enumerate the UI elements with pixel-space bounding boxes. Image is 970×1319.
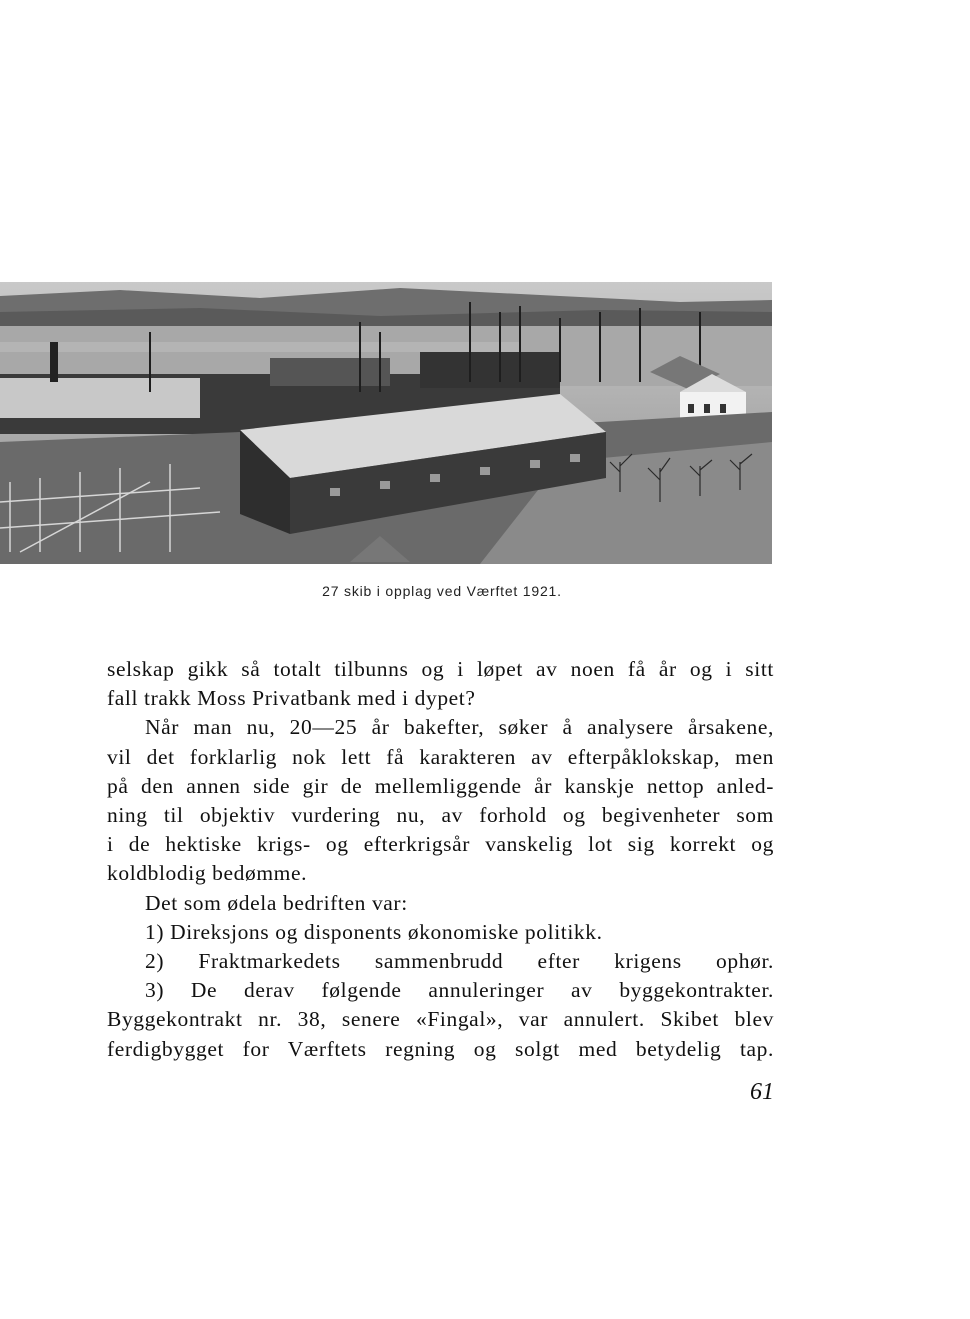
body-line: i de hektiske krigs- og efterkrigsår vanskelig lot sig korrekt og	[107, 832, 774, 857]
harbor-photo-illustration	[0, 282, 772, 564]
body-line: Byggekontrakt nr. 38, senere «Fingal», var annulert. Skibet blev	[107, 1007, 774, 1032]
body-line: Det som ødela bedriften var:	[145, 890, 408, 915]
photo-caption: 27 skib i opplag ved Værftet 1921.	[322, 583, 562, 599]
body-line: ning til objektiv vurdering nu, av forhold og begivenheter som	[107, 803, 774, 828]
body-line: på den annen side gir de mellemliggende år kanskje nettop anled-	[107, 773, 774, 798]
body-text	[107, 655, 774, 1064]
body-line: ferdigbygget for Værftets regning og solgt med betydelig tap.	[107, 1036, 774, 1061]
page-number: 61	[750, 1079, 774, 1105]
body-line: koldblodig bedømme.	[107, 861, 308, 886]
body-line: Når man nu, 20—25 år bakefter, søker å analysere årsakene,	[145, 715, 774, 740]
body-line: fall trakk Moss Privatbank med i dypet?	[107, 686, 476, 711]
list-item: 3) De derav følgende annuleringer av byggekontrakter.	[145, 978, 774, 1003]
harbor-photo	[0, 282, 772, 564]
list-item: 2) Fraktmarkedets sammenbrudd efter krigens ophør.	[145, 949, 774, 974]
body-line: selskap gikk så totalt tilbunns og i løpet av noen få år og i sitt	[107, 657, 774, 681]
body-line: vil det forklarlig nok lett få karakteren av efterpåklokskap, men	[107, 744, 774, 769]
list-item: 1) Direksjons og disponents økonomiske politikk.	[145, 919, 603, 944]
